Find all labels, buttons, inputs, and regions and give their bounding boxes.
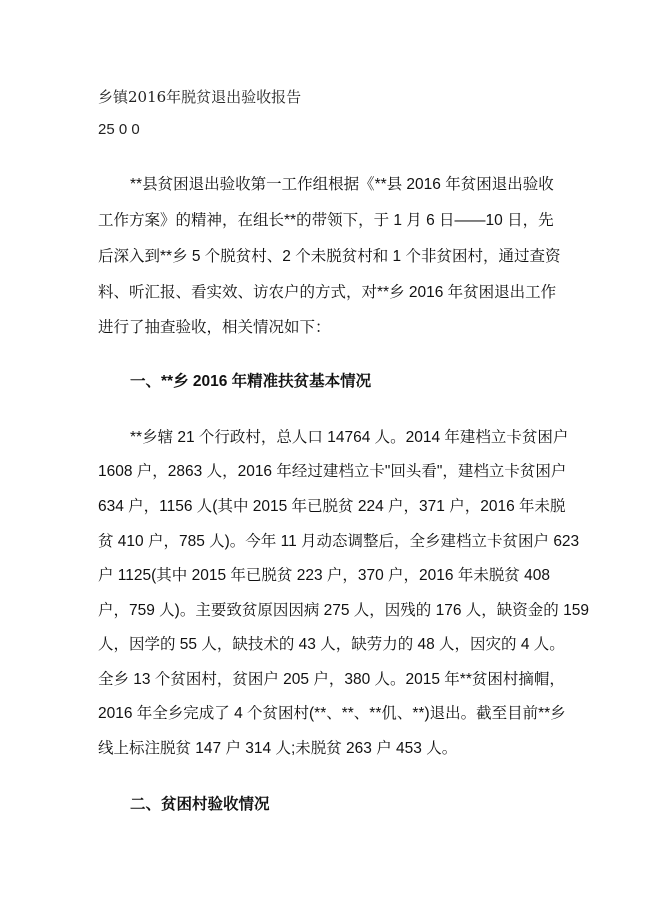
intro-line-3: 后深入到**乡 5 个脱贫村、2 个未脱贫村和 1 个非贫困村，通过查资 — [98, 248, 561, 265]
section1-line-8: 全乡 13 个贫困村，贫困户 205 户，380 人。2015 年**贫困村摘帽， — [98, 671, 565, 688]
section2-heading: 二、贫困村验收情况 — [130, 796, 270, 813]
intro-line-1: **县贫困退出验收第一工作组根据《**县 2016 年贫困退出验收 — [130, 176, 554, 193]
section1-line-3: 634 户，1156 人(其中 2015 年已脱贫 224 户，371 户，2016 年未脱 — [98, 498, 566, 515]
section1-line-2: 1608 户，2863 人，2016 年经过建档立卡"回头看"，建档立卡贫困户 — [98, 463, 567, 480]
section1-line-10: 线上标注脱贫 147 户 314 人;未脱贫 263 户 453 人。 — [98, 740, 458, 757]
section1-line-6: 户，759 人)。主要致贫原因因病 275 人，因残的 176 人，缺资金的 159 — [98, 602, 589, 619]
section1-line-4: 贫 410 户，785 人)。今年 11 月动态调整后，全乡建档立卡贫困户 623 — [98, 533, 580, 550]
section1-line-1: **乡辖 21 个行政村，总人口 14764 人。2014 年建档立卡贫困户 — [130, 429, 569, 446]
section1-line-5: 户 1125(其中 2015 年已脱贫 223 户，370 户，2016 年未脱贫 408 — [98, 567, 550, 584]
intro-line-2: 工作方案》的精神，在组长**的带领下，于 1 月 6 日——10 日，先 — [98, 212, 554, 229]
section1-line-9: 2016 年全乡完成了 4 个贫困村(**、**、**仉、**)退出。截至目前**乡 — [98, 705, 566, 722]
intro-line-4: 料、听汇报、看实效、访农户的方式，对**乡 2016 年贫困退出工作 — [98, 284, 557, 301]
document-title: 乡镇2016年脱贫退出验收报告 — [98, 88, 302, 106]
document-code: 25 0 0 — [98, 121, 140, 138]
section1-heading: 一、**乡 2016 年精准扶贫基本情况 — [130, 373, 372, 390]
intro-line-5: 进行了抽查验收，相关情况如下： — [98, 319, 331, 336]
section1-line-7: 人，因学的 55 人，缺技术的 43 人，缺劳力的 48 人，因灾的 4 人。 — [98, 636, 565, 653]
